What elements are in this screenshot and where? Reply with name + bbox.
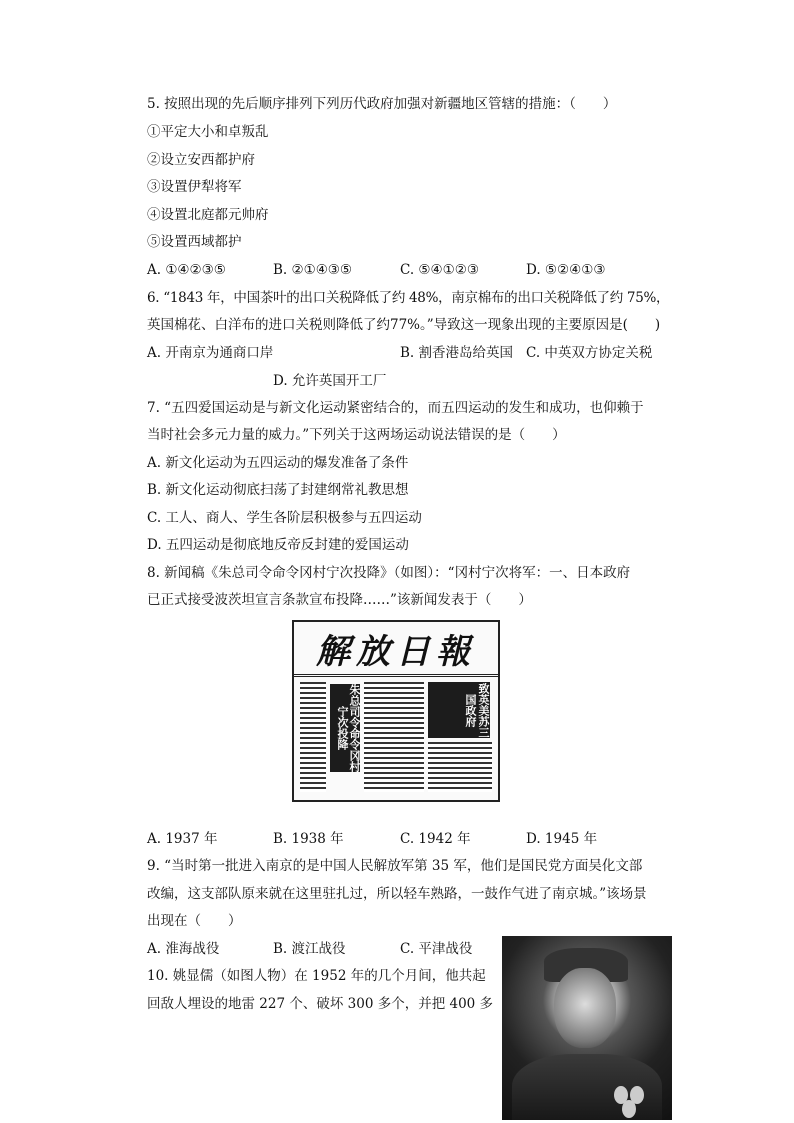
q7-option-c[interactable]: C. 工人、商人、学生各阶层积极参与五四运动 bbox=[147, 510, 422, 526]
newspaper-column bbox=[300, 682, 326, 792]
q9-option-b[interactable]: B. 渡江战役 bbox=[273, 941, 346, 957]
newspaper-headline-right: 致英美苏三国政府 bbox=[428, 682, 490, 738]
q8-stem-line-1: 8. 新闻稿《朱总司令命令冈村宁次投降》（如图）：“冈村宁次将军：一、日本政府 bbox=[147, 565, 631, 581]
q6-option-c[interactable]: C. 中英双方协定关税 bbox=[526, 345, 653, 361]
newspaper-column bbox=[364, 682, 424, 792]
q7-option-a[interactable]: A. 新文化运动为五四运动的爆发准备了条件 bbox=[147, 455, 409, 471]
q5-option-a[interactable]: A. ①④②③⑤ bbox=[147, 262, 226, 278]
q6-option-a[interactable]: A. 开南京为通商口岸 bbox=[147, 345, 274, 361]
q5-option-b[interactable]: B. ②①④③⑤ bbox=[273, 262, 353, 278]
newspaper-column bbox=[428, 742, 492, 792]
q6-stem-line-1: 6. “1843 年，中国茶叶的出口关税降低了约 48%，南京棉布的出口关税降低了约 75%， bbox=[147, 290, 670, 306]
q10-stem-line-2: 回敌人埋设的地雷 227 个、破坏 300 多个，并把 400 多 bbox=[147, 996, 494, 1012]
q5-option-d[interactable]: D. ⑤②④①③ bbox=[526, 262, 606, 278]
q8-option-d[interactable]: D. 1945 年 bbox=[526, 831, 598, 847]
q9-stem-line-3: 出现在（ ） bbox=[147, 913, 242, 929]
newspaper-headline-left: 朱总司令命令冈村宁次投降 bbox=[330, 684, 360, 772]
q5-item-1: ①平定大小和卓叛乱 bbox=[147, 124, 269, 140]
soldier-portrait-photo bbox=[502, 936, 672, 1120]
q5-item-5: ⑤设置西域都护 bbox=[147, 234, 242, 250]
q9-option-a[interactable]: A. 淮海战役 bbox=[147, 941, 220, 957]
q8-stem-line-2: 已正式接受波茨坦宣言条款宣布投降……”该新闻发表于（ ） bbox=[147, 592, 532, 608]
q8-option-b[interactable]: B. 1938 年 bbox=[273, 831, 344, 847]
q8-option-c[interactable]: C. 1942 年 bbox=[400, 831, 471, 847]
q5-item-4: ④设置北庭都元帅府 bbox=[147, 207, 269, 223]
face-shape bbox=[554, 968, 616, 1048]
q8-option-a[interactable]: A. 1937 年 bbox=[147, 831, 218, 847]
q7-option-d[interactable]: D. 五四运动是彻底地反帝反封建的爱国运动 bbox=[147, 537, 409, 553]
q6-option-d[interactable]: D. 允许英国开工厂 bbox=[273, 373, 387, 389]
q5-item-2: ②设立安西都护府 bbox=[147, 152, 255, 168]
q5-item-3: ③设置伊犁将军 bbox=[147, 179, 242, 195]
q7-stem-line-2: 当时社会多元力量的威力。”下列关于这两场运动说法错误的是（ ） bbox=[147, 427, 566, 443]
newspaper-masthead: 解放日報 bbox=[294, 622, 498, 677]
q5-stem: 5. 按照出现的先后顺序排列下列历代政府加强对新疆地区管辖的措施：（ ） bbox=[147, 96, 617, 112]
q9-stem-line-2: 改编，这支部队原来就在这里驻扎过，所以轻车熟路，一鼓作气进了南京城。”该场景 bbox=[147, 886, 647, 902]
q9-option-c[interactable]: C. 平津战役 bbox=[400, 941, 473, 957]
medal-icon bbox=[622, 1100, 636, 1118]
q6-option-b[interactable]: B. 割香港岛给英国 bbox=[400, 345, 514, 361]
q10-stem-line-1: 10. 姚显儒（如图人物）在 1952 年的几个月间，他共起 bbox=[147, 968, 486, 984]
q6-stem-line-2: 英国棉花、白洋布的进口关税则降低了约77%。”导致这一现象出现的主要原因是( ) bbox=[147, 317, 661, 333]
q7-stem-line-1: 7. “五四爱国运动是与新文化运动紧密结合的，而五四运动的发生和成功，也仰赖于 bbox=[147, 400, 644, 416]
q7-option-b[interactable]: B. 新文化运动彻底扫荡了封建纲常礼教思想 bbox=[147, 482, 409, 498]
newspaper-image bbox=[292, 620, 500, 802]
q5-option-c[interactable]: C. ⑤④①②③ bbox=[400, 262, 479, 278]
q9-stem-line-1: 9. “当时第一批进入南京的是中国人民解放军第 35 军，他们是国民党方面吴化文部 bbox=[147, 858, 643, 874]
